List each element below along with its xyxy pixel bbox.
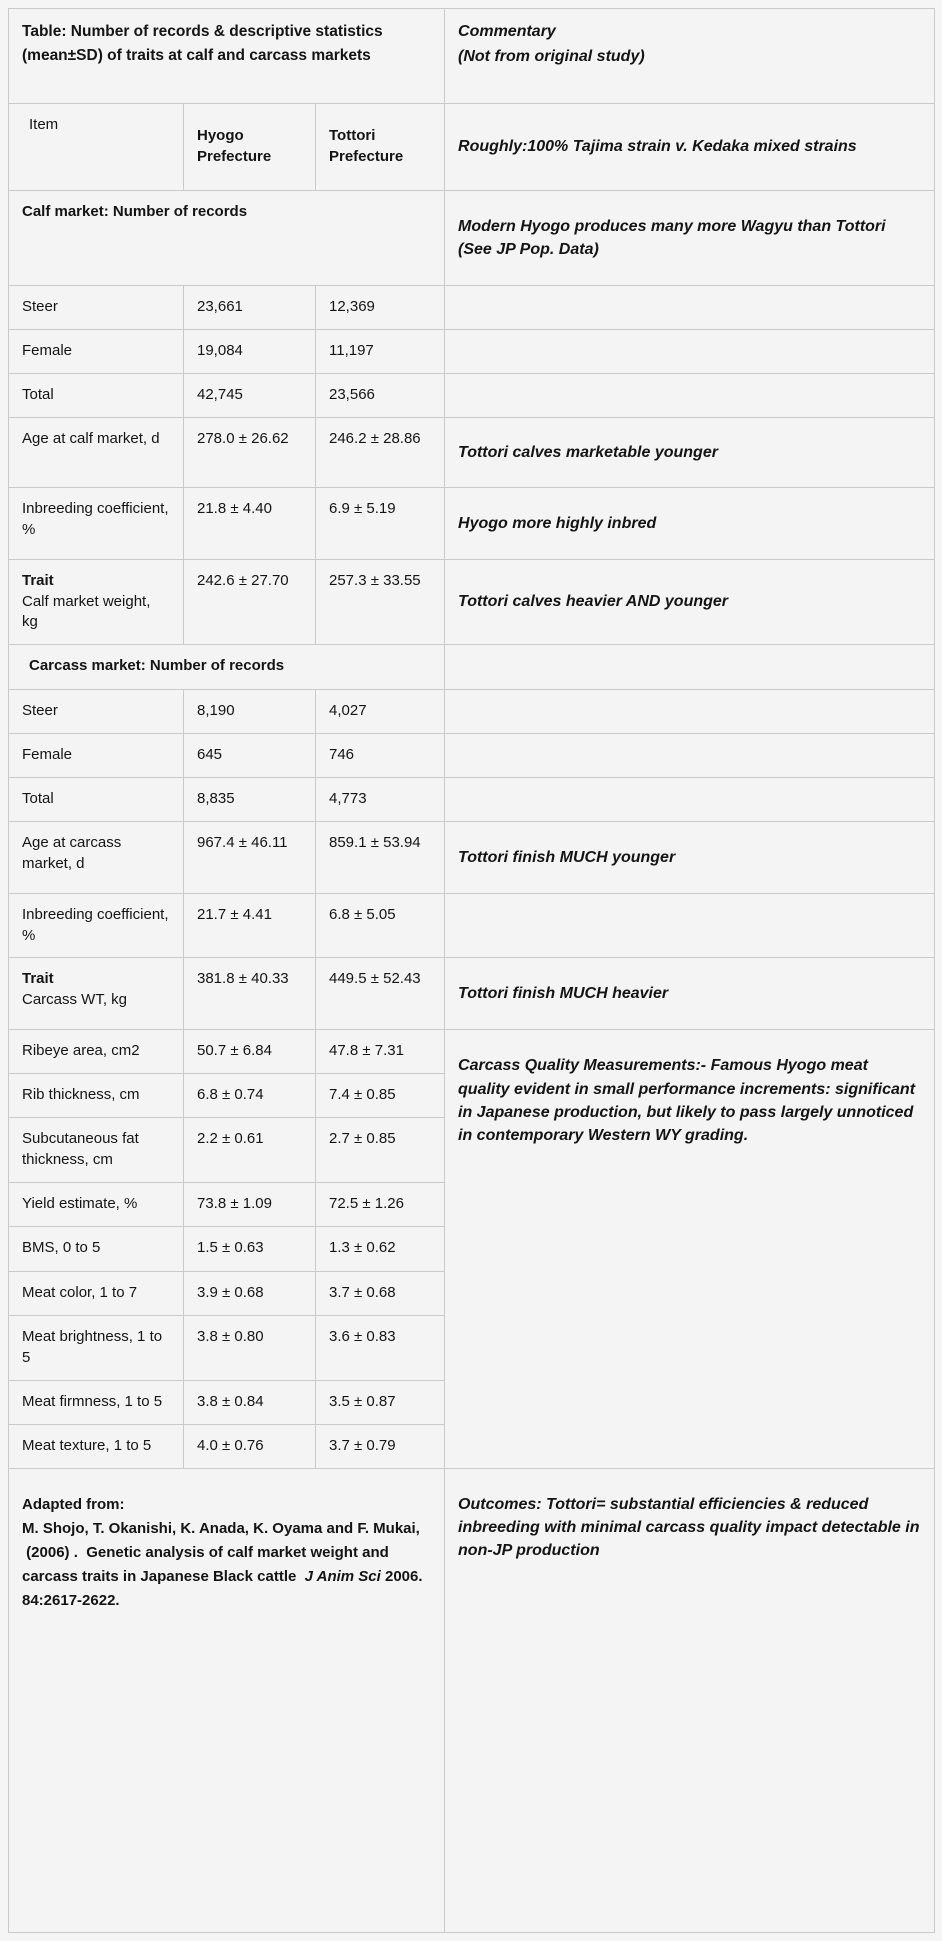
tottori-value: 47.8 ± 7.31 — [316, 1030, 445, 1074]
trait-item: Carcass WT, kg — [22, 991, 128, 1009]
item-cell: Total — [9, 778, 184, 822]
tottori-value: 23,566 — [316, 374, 445, 418]
calf-row-steer — [9, 286, 935, 330]
tottori-value: 257.3 ± 33.55 — [316, 560, 445, 645]
item-cell: BMS, 0 to 5 — [9, 1227, 184, 1272]
tottori-value: 3.7 ± 0.79 — [316, 1424, 445, 1468]
hyogo-value: 1.5 ± 0.63 — [184, 1227, 316, 1272]
quality-row-ribeye — [9, 1030, 935, 1074]
page — [8, 0, 934, 1941]
carcass-section-label: Carcass market: Number of records — [9, 645, 445, 690]
trait-label: Trait — [22, 572, 54, 589]
commentary-quality: Carcass Quality Measurements:- Famous Hyogo meat quality evident in small performance increments: significant in Japanese production, but likely to pass largely unnoticed in contemporary Western WY grading. — [445, 1030, 935, 1468]
item-cell: Yield estimate, % — [9, 1183, 184, 1227]
commentary-cell — [445, 330, 935, 374]
tottori-value: 246.2 ± 28.86 — [316, 418, 445, 488]
item-cell: Total — [9, 374, 184, 418]
citation-before-journal: (2006) . Genetic analysis of calf market weight and carcass traits in Japanese Black cattle — [22, 1543, 393, 1585]
carcass-row-total — [9, 778, 935, 822]
hyogo-value: 3.8 ± 0.84 — [184, 1380, 316, 1424]
tottori-value: 11,197 — [316, 330, 445, 374]
hyogo-value: 19,084 — [184, 330, 316, 374]
item-cell: Age at calf market, d — [9, 418, 184, 488]
item-cell: Steer — [9, 286, 184, 330]
item-cell: Female — [9, 734, 184, 778]
commentary-cell: Tottori calves marketable younger — [445, 418, 935, 488]
calf-row-trait-weight — [9, 560, 935, 645]
hyogo-value: 381.8 ± 40.33 — [184, 958, 316, 1030]
hyogo-value: 73.8 ± 1.09 — [184, 1183, 316, 1227]
commentary-cell: Hyogo more highly inbred — [445, 488, 935, 560]
commentary-title: Commentary — [458, 23, 556, 40]
hyogo-value: 42,745 — [184, 374, 316, 418]
commentary-note: (Not from original study) — [458, 47, 645, 65]
commentary-cell — [445, 690, 935, 734]
trait-label: Trait — [22, 970, 54, 988]
hyogo-value: 21.7 ± 4.41 — [184, 894, 316, 958]
commentary-cell — [445, 894, 935, 958]
item-cell: Meat firmness, 1 to 5 — [9, 1380, 184, 1424]
commentary-strains: Roughly:100% Tajima strain v. Kedaka mixed strains — [445, 104, 935, 191]
commentary-outcomes: Outcomes: Tottori= substantial efficiencies & reduced inbreeding with minimal carcass quality impact detectable in non-JP production — [445, 1468, 935, 1932]
tottori-value: 449.5 ± 52.43 — [316, 958, 445, 1030]
tottori-value: 859.1 ± 53.94 — [316, 822, 445, 894]
statistics-table — [8, 8, 935, 1933]
item-cell: Steer — [9, 690, 184, 734]
item-cell: Meat brightness, 1 to 5 — [9, 1316, 184, 1380]
tottori-value: 3.7 ± 0.68 — [316, 1272, 445, 1316]
commentary-carcass-section — [445, 645, 935, 690]
item-cell: Ribeye area, cm2 — [9, 1030, 184, 1074]
column-header-item: Item — [9, 104, 184, 191]
carcass-row-female — [9, 734, 935, 778]
column-header-tottori: Tottori Prefecture — [316, 104, 445, 191]
hyogo-value: 6.8 ± 0.74 — [184, 1074, 316, 1118]
hyogo-value: 8,835 — [184, 778, 316, 822]
item-cell: Rib thickness, cm — [9, 1074, 184, 1118]
hyogo-value: 2.2 ± 0.61 — [184, 1118, 316, 1183]
item-cell: Subcutaneous fat thickness, cm — [9, 1118, 184, 1183]
tottori-value: 4,027 — [316, 690, 445, 734]
hyogo-value: 278.0 ± 26.62 — [184, 418, 316, 488]
item-cell: Meat texture, 1 to 5 — [9, 1424, 184, 1468]
commentary-cell — [445, 374, 935, 418]
hyogo-value: 21.8 ± 4.40 — [184, 488, 316, 560]
hyogo-value: 3.8 ± 0.80 — [184, 1316, 316, 1380]
commentary-calf-section: Modern Hyogo produces many more Wagyu than Tottori (See JP Pop. Data) — [445, 191, 935, 286]
tottori-value: 7.4 ± 0.85 — [316, 1074, 445, 1118]
hyogo-value: 645 — [184, 734, 316, 778]
carcass-row-inbreeding — [9, 894, 935, 958]
adapted-from-label: Adapted from: — [22, 1495, 125, 1513]
hyogo-value: 8,190 — [184, 690, 316, 734]
item-cell: Meat color, 1 to 7 — [9, 1272, 184, 1316]
citation-after-journal: 2006. 84:2617-2622. — [22, 1567, 427, 1609]
hyogo-value: 23,661 — [184, 286, 316, 330]
calf-row-inbreeding — [9, 488, 935, 560]
column-header-hyogo: Hyogo Prefecture — [184, 104, 316, 191]
calf-section-label: Calf market: Number of records — [9, 191, 445, 286]
commentary-cell: Tottori finish MUCH heavier — [445, 958, 935, 1030]
tottori-value: 746 — [316, 734, 445, 778]
hyogo-value: 242.6 ± 27.70 — [184, 560, 316, 645]
item-cell — [9, 560, 184, 645]
citation-journal: J Anim Sci — [304, 1567, 381, 1585]
hyogo-value: 3.9 ± 0.68 — [184, 1272, 316, 1316]
citation-authors: M. Shojo, T. Okanishi, K. Anada, K. Oyama and F. Mukai, — [22, 1519, 420, 1537]
calf-row-total — [9, 374, 935, 418]
tottori-value: 3.6 ± 0.83 — [316, 1316, 445, 1380]
item-cell — [9, 958, 184, 1030]
item-cell: Female — [9, 330, 184, 374]
calf-row-female — [9, 330, 935, 374]
commentary-cell — [445, 778, 935, 822]
commentary-cell — [445, 286, 935, 330]
hyogo-value: 4.0 ± 0.76 — [184, 1424, 316, 1468]
tottori-value: 4,773 — [316, 778, 445, 822]
trait-item: Calf market weight, kg — [22, 592, 151, 631]
carcass-section-row — [9, 645, 935, 690]
table-title: Table: Number of records & descriptive statistics (mean±SD) of traits at calf and carcass markets — [9, 9, 445, 104]
commentary-cell: Tottori calves heavier AND younger — [445, 560, 935, 645]
citation-cell — [9, 1468, 445, 1932]
commentary-cell: Tottori finish MUCH younger — [445, 822, 935, 894]
commentary-header-cell — [445, 9, 935, 104]
title-row — [9, 9, 935, 104]
calf-section-row — [9, 191, 935, 286]
carcass-row-trait-weight — [9, 958, 935, 1030]
commentary-cell — [445, 734, 935, 778]
tottori-value: 72.5 ± 1.26 — [316, 1183, 445, 1227]
item-cell: Inbreeding coefficient, % — [9, 894, 184, 958]
tottori-value: 2.7 ± 0.85 — [316, 1118, 445, 1183]
citation-text — [22, 1517, 431, 1613]
carcass-row-steer — [9, 690, 935, 734]
footer-row — [9, 1468, 935, 1932]
column-header-row — [9, 104, 935, 191]
item-cell: Age at carcass market, d — [9, 822, 184, 894]
tottori-value: 12,369 — [316, 286, 445, 330]
hyogo-value: 967.4 ± 46.11 — [184, 822, 316, 894]
calf-row-age — [9, 418, 935, 488]
item-cell: Inbreeding coefficient, % — [9, 488, 184, 560]
tottori-value: 6.8 ± 5.05 — [316, 894, 445, 958]
tottori-value: 1.3 ± 0.62 — [316, 1227, 445, 1272]
tottori-value: 3.5 ± 0.87 — [316, 1380, 445, 1424]
hyogo-value: 50.7 ± 6.84 — [184, 1030, 316, 1074]
carcass-row-age — [9, 822, 935, 894]
tottori-value: 6.9 ± 5.19 — [316, 488, 445, 560]
